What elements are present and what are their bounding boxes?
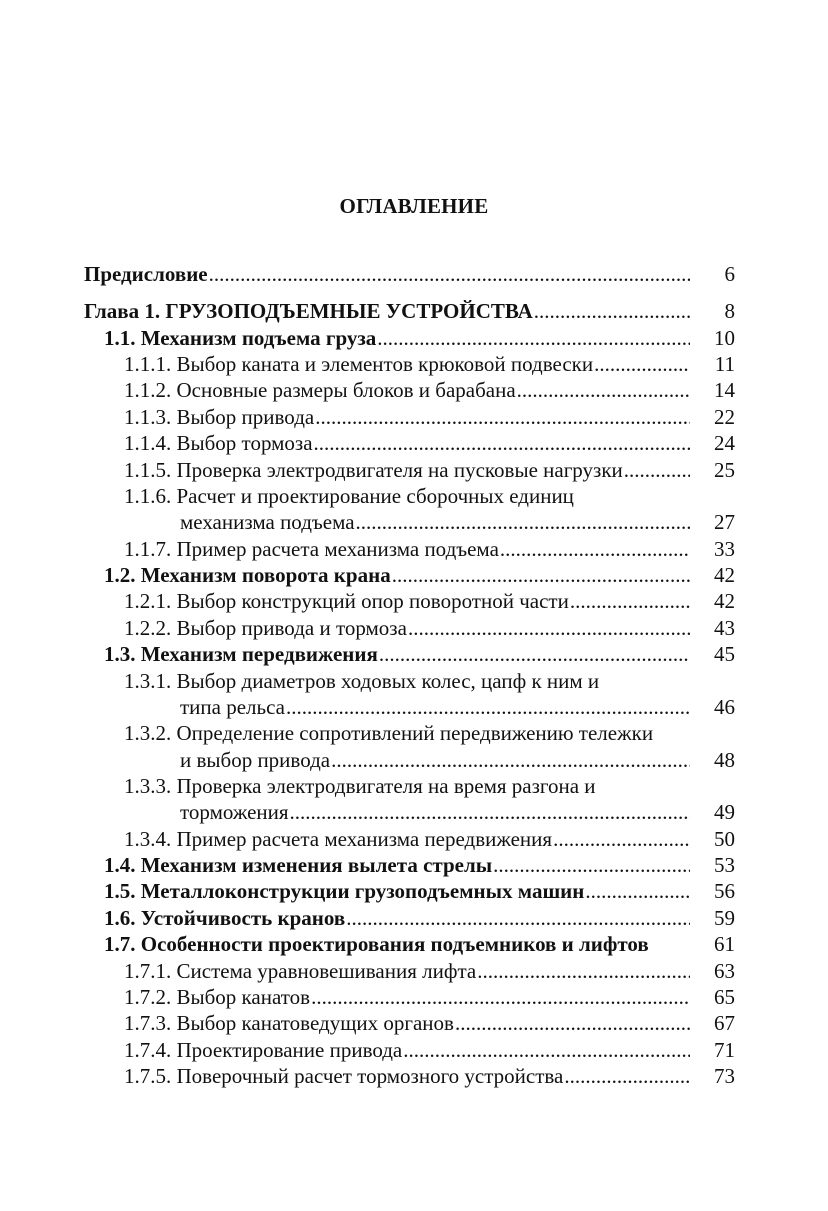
toc-entry-title: Выбор привода и тормоза bbox=[176, 616, 407, 640]
toc-page-number: 42 bbox=[714, 563, 735, 587]
toc-entry-title: Определение сопротивлений передвижению тележки bbox=[176, 721, 654, 745]
toc-entry bbox=[0, 261, 828, 287]
toc-page-number: 25 bbox=[714, 458, 735, 482]
toc-dot-leader bbox=[408, 615, 690, 641]
toc-page-number: 46 bbox=[714, 695, 735, 719]
toc-entry-title: Система уравновешивания лифта bbox=[176, 959, 477, 983]
toc-entry-number: 1.1. bbox=[104, 326, 141, 350]
toc-entry bbox=[0, 1063, 828, 1089]
toc-dot-leader bbox=[346, 905, 690, 931]
toc-page-number: 42 bbox=[714, 589, 735, 613]
toc-entry-title: Особенности проектирования подъемников и лифтов bbox=[140, 932, 649, 956]
toc-entry-title: Выбор канатов bbox=[176, 985, 311, 1009]
toc-entry-title: Расчет и проектирование сборочных единиц bbox=[176, 484, 574, 508]
toc-entry bbox=[0, 826, 828, 852]
toc-dot-leader bbox=[331, 747, 690, 773]
toc-entry-continuation bbox=[0, 799, 828, 825]
toc-entry-number: 1.2.2. bbox=[124, 616, 177, 640]
toc-entry-title-continued: и выбор привода bbox=[180, 748, 331, 772]
toc-entry bbox=[0, 457, 828, 483]
toc-dot-leader bbox=[290, 799, 690, 825]
toc-page-number: 6 bbox=[724, 262, 735, 286]
toc-entry-title: Выбор диаметров ходовых колес, цапф к ним и bbox=[176, 669, 600, 693]
toc-entry-title: Проверка электродвигателя на пусковые нагрузки bbox=[176, 458, 623, 482]
toc-entry bbox=[0, 958, 828, 984]
toc-page-number: 65 bbox=[714, 985, 735, 1009]
toc-entry-number: 1.7.1. bbox=[124, 959, 177, 983]
toc-entry-number: 1.3.2. bbox=[124, 721, 177, 745]
toc-entry-number: 1.4. bbox=[104, 853, 141, 877]
toc-entry-number: 1.3.3. bbox=[124, 774, 177, 798]
toc-entry bbox=[0, 1010, 828, 1036]
toc-page-number: 43 bbox=[714, 616, 735, 640]
toc-entry bbox=[0, 720, 828, 746]
toc-dot-leader bbox=[564, 1063, 690, 1089]
toc-entry-title: Механизм подъема груза bbox=[140, 326, 377, 350]
toc-entry-number: 1.1.2. bbox=[124, 378, 177, 402]
toc-entry-continuation bbox=[0, 509, 828, 535]
toc-entry-title: Металлоконструкции грузоподъемных машин bbox=[140, 879, 585, 903]
toc-page-number: 50 bbox=[714, 827, 735, 851]
toc-page-number: 10 bbox=[714, 326, 735, 350]
toc-entry bbox=[0, 931, 828, 957]
toc-page-number: 63 bbox=[714, 959, 735, 983]
toc-entry bbox=[0, 878, 828, 904]
toc-entry-title: Выбор тормоза bbox=[176, 431, 313, 455]
toc-dot-leader bbox=[314, 430, 690, 456]
toc-page-number: 14 bbox=[714, 378, 735, 402]
toc-entry-number: 1.1.4. bbox=[124, 431, 177, 455]
toc-entry bbox=[0, 536, 828, 562]
toc-dot-leader bbox=[477, 958, 690, 984]
toc-dot-leader bbox=[534, 298, 690, 324]
toc-dot-leader bbox=[379, 641, 690, 667]
toc-entry bbox=[0, 377, 828, 403]
toc-dot-leader bbox=[403, 1037, 690, 1063]
toc-page-number: 59 bbox=[714, 906, 735, 930]
toc-entry bbox=[0, 325, 828, 351]
toc-dot-leader bbox=[500, 536, 690, 562]
toc-entry-number: 1.7.3. bbox=[124, 1011, 177, 1035]
toc-entry-number: 1.1.3. bbox=[124, 405, 177, 429]
toc-entry-title: Основные размеры блоков и барабана bbox=[176, 378, 516, 402]
toc-entry-title: Выбор канатоведущих органов bbox=[176, 1011, 454, 1035]
toc-entry bbox=[0, 588, 828, 614]
toc-entry-number: 1.3.4. bbox=[124, 827, 177, 851]
toc-entry-continuation bbox=[0, 694, 828, 720]
toc-page-number: 73 bbox=[714, 1064, 735, 1088]
toc-entry-number: 1.3.1. bbox=[124, 669, 177, 693]
toc-entry bbox=[0, 615, 828, 641]
toc-entry-number: 1.1.6. bbox=[124, 484, 177, 508]
toc-entry-title: Выбор конструкций опор поворотной части bbox=[176, 589, 569, 613]
toc-entry-number: 1.3. bbox=[104, 642, 141, 666]
toc-page-number: 48 bbox=[714, 748, 735, 772]
page-title: ОГЛАВЛЕНИЕ bbox=[339, 194, 489, 218]
toc-dot-leader bbox=[517, 377, 690, 403]
toc-entry-continuation bbox=[0, 747, 828, 773]
toc-entry-number: 1.7.5. bbox=[124, 1064, 177, 1088]
toc-entry bbox=[0, 773, 828, 799]
toc-entry-title-continued: торможения bbox=[180, 800, 289, 824]
toc-page-number: 27 bbox=[714, 510, 735, 534]
toc-entry bbox=[0, 1037, 828, 1063]
toc-page-number: 11 bbox=[714, 352, 735, 376]
toc-dot-leader bbox=[493, 852, 690, 878]
toc-entry-number: 1.2.1. bbox=[124, 589, 177, 613]
toc-entry-number: Глава 1. bbox=[84, 299, 166, 323]
toc-dot-leader bbox=[594, 351, 690, 377]
toc-dot-leader bbox=[286, 694, 690, 720]
toc-page-number: 24 bbox=[714, 431, 735, 455]
toc-entry-number: 1.2. bbox=[104, 563, 141, 587]
toc-dot-leader bbox=[315, 404, 690, 430]
toc-entry bbox=[0, 404, 828, 430]
toc-entry bbox=[0, 852, 828, 878]
toc-entry-title-continued: механизма подъема bbox=[180, 510, 355, 534]
toc-dot-leader bbox=[392, 562, 690, 588]
toc-entry-title: Выбор каната и элементов крюковой подвески bbox=[176, 352, 594, 376]
toc-page-number: 49 bbox=[714, 800, 735, 824]
toc-dot-leader bbox=[209, 261, 690, 287]
toc-dot-leader bbox=[585, 878, 690, 904]
toc-page-number: 61 bbox=[714, 932, 735, 956]
toc-dot-leader bbox=[553, 826, 690, 852]
toc-entry-title: ГРУЗОПОДЪЕМНЫЕ УСТРОЙСТВА bbox=[165, 299, 533, 323]
toc-page-number: 53 bbox=[714, 853, 735, 877]
toc-dot-leader bbox=[570, 588, 690, 614]
toc-entry-number: 1.7.4. bbox=[124, 1038, 177, 1062]
toc-entry-number: 1.5. bbox=[104, 879, 141, 903]
toc-entry bbox=[0, 351, 828, 377]
toc-entry bbox=[0, 668, 828, 694]
toc-entry-number: 1.6. bbox=[104, 906, 141, 930]
toc-entry bbox=[0, 641, 828, 667]
toc-entry-number: 1.7.2. bbox=[124, 985, 177, 1009]
toc-entry-number: 1.1.1. bbox=[124, 352, 177, 376]
toc-entry-title: Проектирование привода bbox=[176, 1038, 403, 1062]
toc-dot-leader bbox=[624, 457, 690, 483]
toc-entry-title: Проверка электродвигателя на время разгона и bbox=[176, 774, 596, 798]
toc-page-number: 8 bbox=[724, 299, 735, 323]
toc-entry bbox=[0, 984, 828, 1010]
toc-entry bbox=[0, 298, 828, 324]
toc-entry-title: Устойчивость кранов bbox=[140, 906, 346, 930]
toc-entry-title: Предисловие bbox=[84, 262, 208, 286]
toc-entry-title: Пример расчета механизма подъема bbox=[176, 537, 499, 561]
toc-entry-title-continued: типа рельса bbox=[180, 695, 285, 719]
toc-dot-leader bbox=[377, 325, 690, 351]
toc-entry-title: Пример расчета механизма передвижения bbox=[176, 827, 553, 851]
toc-dot-leader bbox=[311, 984, 690, 1010]
toc-entry bbox=[0, 430, 828, 456]
toc-entry-title: Механизм поворота крана bbox=[140, 563, 391, 587]
toc-page-number: 56 bbox=[714, 879, 735, 903]
toc-page-number: 45 bbox=[714, 642, 735, 666]
toc-page-number: 67 bbox=[714, 1011, 735, 1035]
toc-entry-title: Механизм передвижения bbox=[140, 642, 378, 666]
toc-page-number: 33 bbox=[714, 537, 735, 561]
toc-entry-title: Выбор привода bbox=[176, 405, 315, 429]
toc-entry-title: Поверочный расчет тормозного устройства bbox=[176, 1064, 564, 1088]
toc-entry bbox=[0, 483, 828, 509]
toc-entry-number: 1.7. bbox=[104, 932, 141, 956]
toc-entry-number: 1.1.7. bbox=[124, 537, 177, 561]
toc-entry-number: 1.1.5. bbox=[124, 458, 177, 482]
toc-dot-leader bbox=[455, 1010, 690, 1036]
toc-entry bbox=[0, 562, 828, 588]
toc-page-number: 22 bbox=[714, 405, 735, 429]
toc-entry bbox=[0, 905, 828, 931]
toc-page-number: 71 bbox=[714, 1038, 735, 1062]
toc-entry-title: Механизм изменения вылета стрелы bbox=[140, 853, 493, 877]
toc-dot-leader bbox=[356, 509, 690, 535]
